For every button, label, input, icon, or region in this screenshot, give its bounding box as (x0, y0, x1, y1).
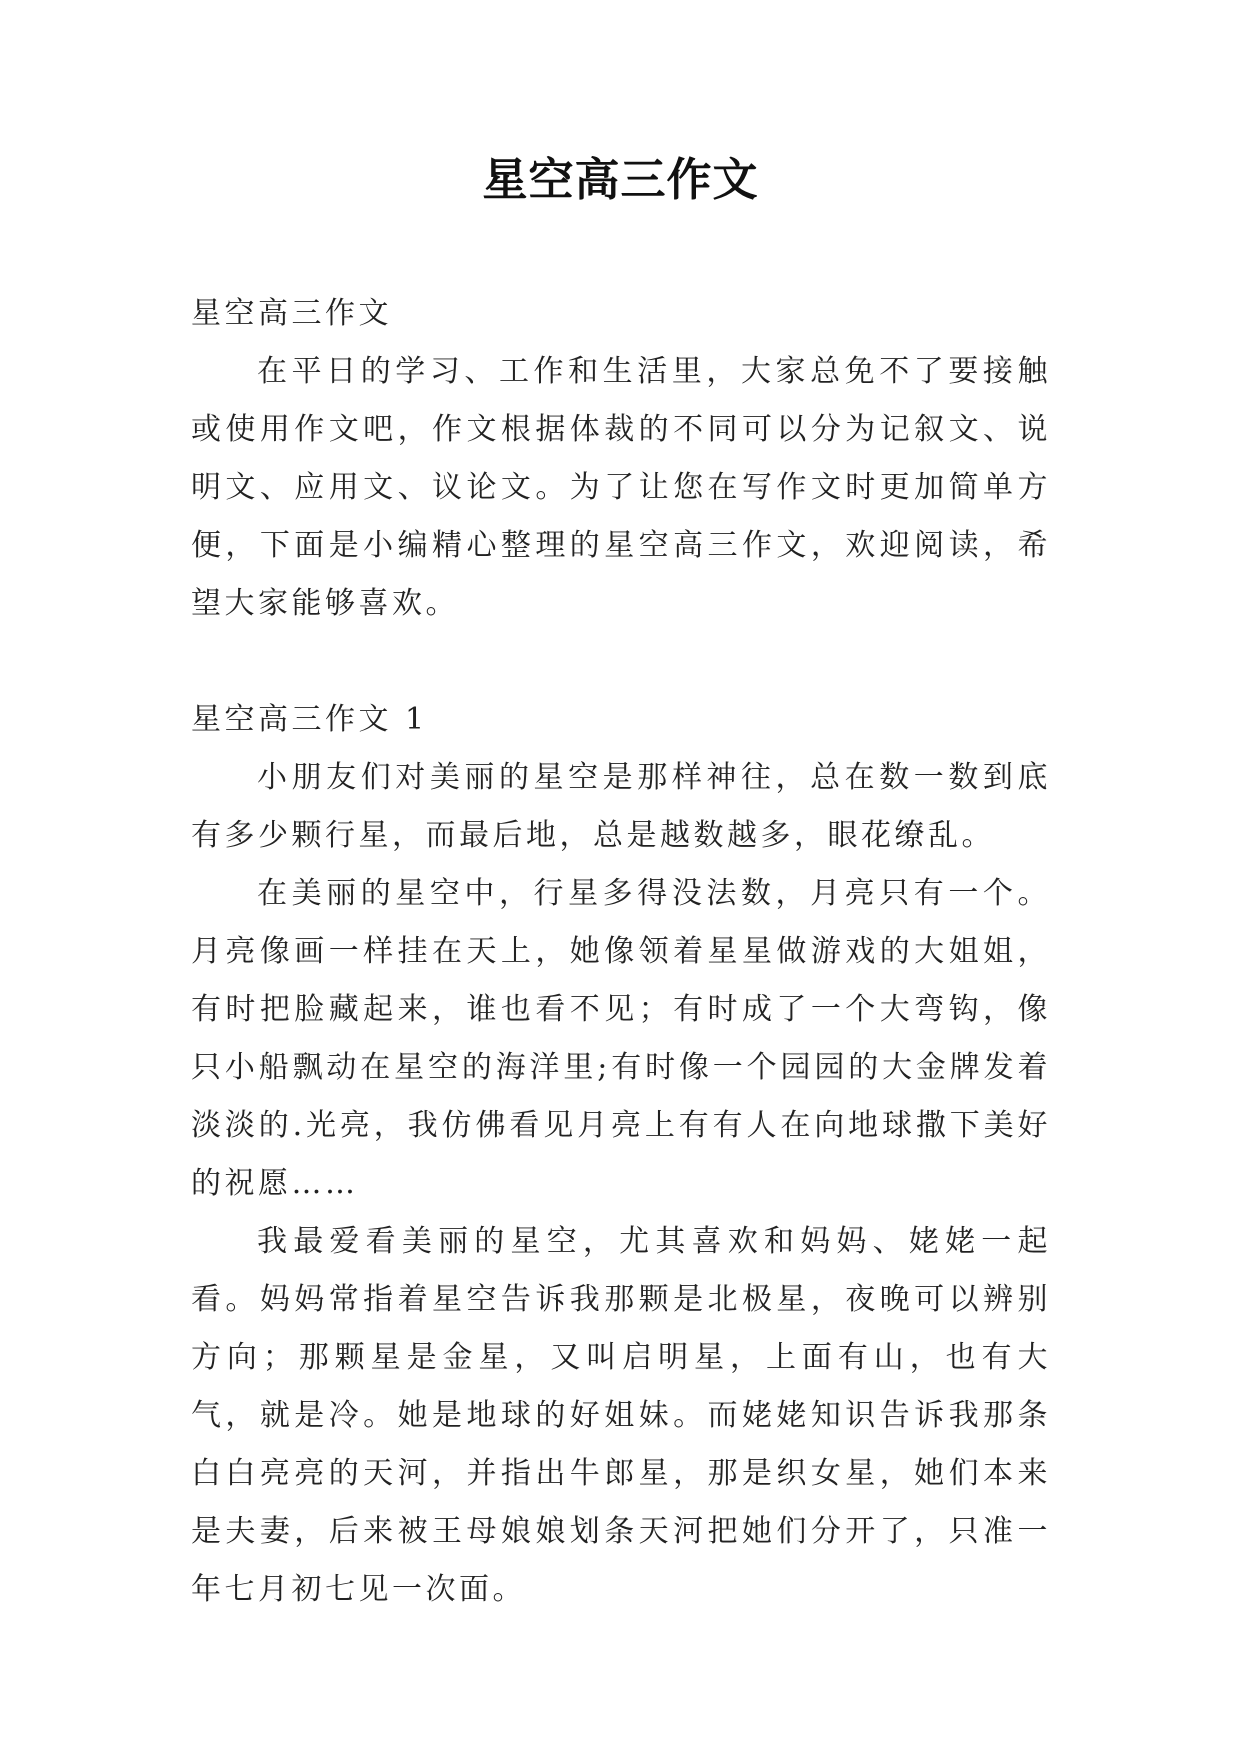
body-paragraph: 我最爱看美丽的星空，尤其喜欢和妈妈、姥姥一起看。妈妈常指着星空告诉我那颗是北极星，夜晚可以辨别方向；那颗星是金星，又叫启明星，上面有山，也有大气，就是冷。她是地球的好姐妹。而姥姥知识告诉我那条白白亮亮的天河，并指出牛郎星，那是织女星，她们本来是夫妻，后来被王母娘娘划条天河把她们分开了，只准一年七月初七见一次面。 (191, 1224, 1051, 1607)
body-paragraph: 在美丽的星空中，行星多得没法数，月亮只有一个。月亮像画一样挂在天上，她像领着星星做游戏的大姐姐，有时把脸藏起来，谁也看不见；有时成了一个大弯钩，像只小船飘动在星空的海洋里;有时像一个园园的大金牌发着淡淡的.光亮，我仿佛看见月亮上有有人在向地球撒下美好的祝愿…… (191, 876, 1051, 1201)
body-paragraph: 小朋友们对美丽的星空是那样神往，总在数一数到底有多少颗行星，而最后地，总是越数越多，眼花缭乱。 (191, 760, 1051, 853)
section-heading-1: 星空高三作文 1 (191, 702, 428, 737)
document-body (191, 285, 1051, 1619)
intro-paragraph: 在平日的学习、工作和生活里，大家总免不了要接触或使用作文吧，作文根据体裁的不同可以分为记叙文、说明文、应用文、议论文。为了让您在写作文时更加简单方便，下面是小编精心整理的星空高三作文，欢迎阅读，希望大家能够喜欢。 (191, 354, 1051, 621)
section-spacer (191, 633, 1051, 691)
document-title: 星空高三作文 (482, 153, 759, 206)
section-heading-intro: 星空高三作文 (191, 296, 392, 331)
